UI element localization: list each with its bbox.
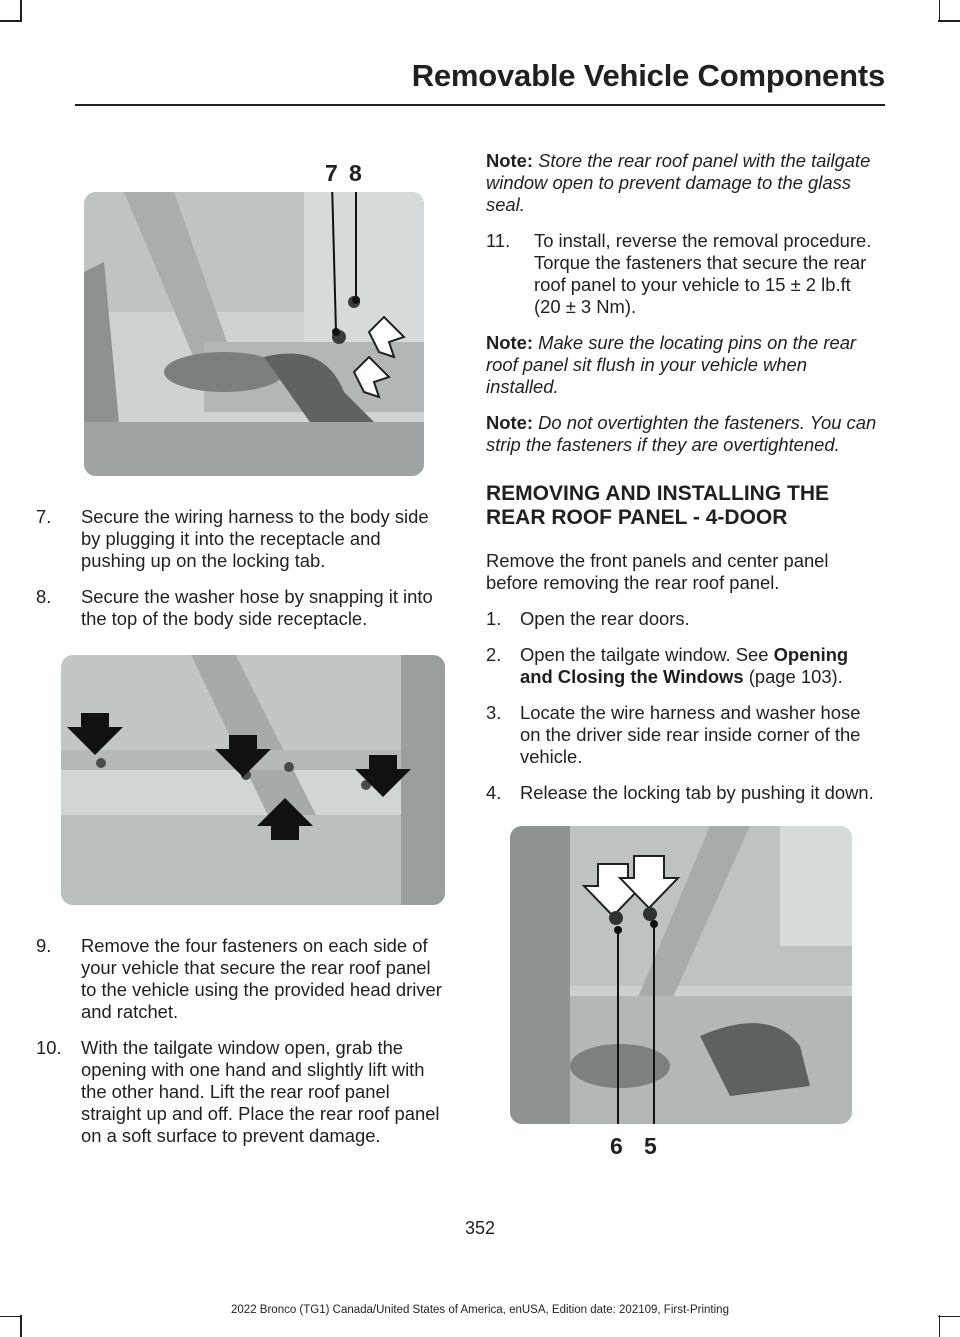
locking-tab-illustration: [510, 826, 852, 1124]
section-heading: REMOVING AND INSTALLING THE REAR ROOF PANEL - 4-DOOR: [486, 482, 829, 529]
step-text: Secure the wiring harness to the body side by plugging it into the receptacle and pushing up on the locking tab.: [81, 506, 429, 571]
note-label: Note:: [486, 150, 533, 171]
note: [486, 150, 881, 216]
callout-6: 6: [610, 1133, 623, 1159]
step-number: 10.: [36, 1037, 62, 1058]
step-number: 9.: [36, 935, 52, 956]
fastener-locations-illustration: [61, 655, 445, 905]
step-number: 7.: [36, 506, 52, 527]
step-item: [36, 935, 446, 1023]
step-text: Open the tailgate window. See: [520, 644, 769, 665]
step-item: [486, 644, 881, 688]
right-column: [486, 150, 881, 818]
step-text: Release the locking tab by pushing it down.: [520, 782, 874, 803]
note: [486, 412, 881, 456]
step-item: [36, 1037, 446, 1147]
note-label: Note:: [486, 332, 533, 353]
step-text: Secure the washer hose by snapping it into the top of the body side receptacle.: [81, 586, 433, 629]
crop-mark: [0, 20, 22, 22]
step-item: [36, 586, 446, 630]
step-number: 2.: [486, 644, 502, 665]
crop-mark: [20, 0, 22, 22]
crop-mark: [939, 1315, 941, 1337]
cross-reference-link[interactable]: Opening and Closing the Windows: [520, 644, 849, 687]
note: [486, 332, 881, 398]
note-text: Store the rear roof panel with the tailgate window open to prevent damage to the glass seal.: [486, 150, 871, 215]
step-number: 11.: [486, 230, 511, 251]
step-number: 1.: [486, 608, 502, 629]
callout-5: 5: [644, 1133, 657, 1159]
step-text: Remove the four fasteners on each side of your vehicle that secure the rear roof panel to the vehicle using the provided head driver and ratchet.: [81, 935, 442, 1022]
step-item: [36, 506, 446, 572]
step-item: [486, 782, 881, 804]
page-title: Removable Vehicle Components: [411, 58, 885, 93]
callout-8: 8: [349, 160, 362, 186]
crop-mark: [20, 1315, 22, 1337]
left-column-top: [36, 506, 446, 644]
wiring-harness-illustration: [84, 192, 424, 476]
step-item: [486, 608, 881, 630]
step-number: 3.: [486, 702, 502, 723]
page-number: 352: [464, 1218, 496, 1238]
step-number: 8.: [36, 586, 52, 607]
note-text: Do not overtighten the fasteners. You can strip the fasteners if they are overtightened.: [486, 412, 877, 455]
step-number: 4.: [486, 782, 502, 803]
step-text: With the tailgate window open, grab the opening with one hand and slightly lift with the other hand. Lift the rear roof panel straight up and off. Place the rear roof panel on a soft surface to prevent damage.: [81, 1037, 440, 1146]
crop-mark: [938, 20, 960, 22]
step-text: Open the rear doors.: [520, 608, 690, 629]
note-text: Make sure the locating pins on the rear roof panel sit flush in your vehicle when installed.: [486, 332, 857, 397]
intro-paragraph: Remove the front panels and center panel before removing the rear roof panel.: [486, 550, 829, 593]
step-item: [486, 230, 881, 318]
note-label: Note:: [486, 412, 533, 433]
step-item: [486, 702, 881, 768]
step-text: To install, reverse the removal procedure. Torque the fasteners that secure the rear roof panel to your vehicle to 15 ± 2 lb.ft (20 ± 3 Nm).: [534, 230, 872, 317]
step-text: Locate the wire harness and washer hose on the driver side rear inside corner of the vehicle.: [520, 702, 861, 767]
crop-mark: [939, 0, 941, 22]
footer-text: 2022 Bronco (TG1) Canada/United States of America, enUSA, Edition date: 202109, First-Printing: [231, 1304, 729, 1316]
callout-7: 7: [325, 160, 338, 186]
left-column-bottom: [36, 935, 446, 1161]
header-rule: [75, 104, 885, 106]
page-reference: (page 103).: [748, 666, 843, 687]
